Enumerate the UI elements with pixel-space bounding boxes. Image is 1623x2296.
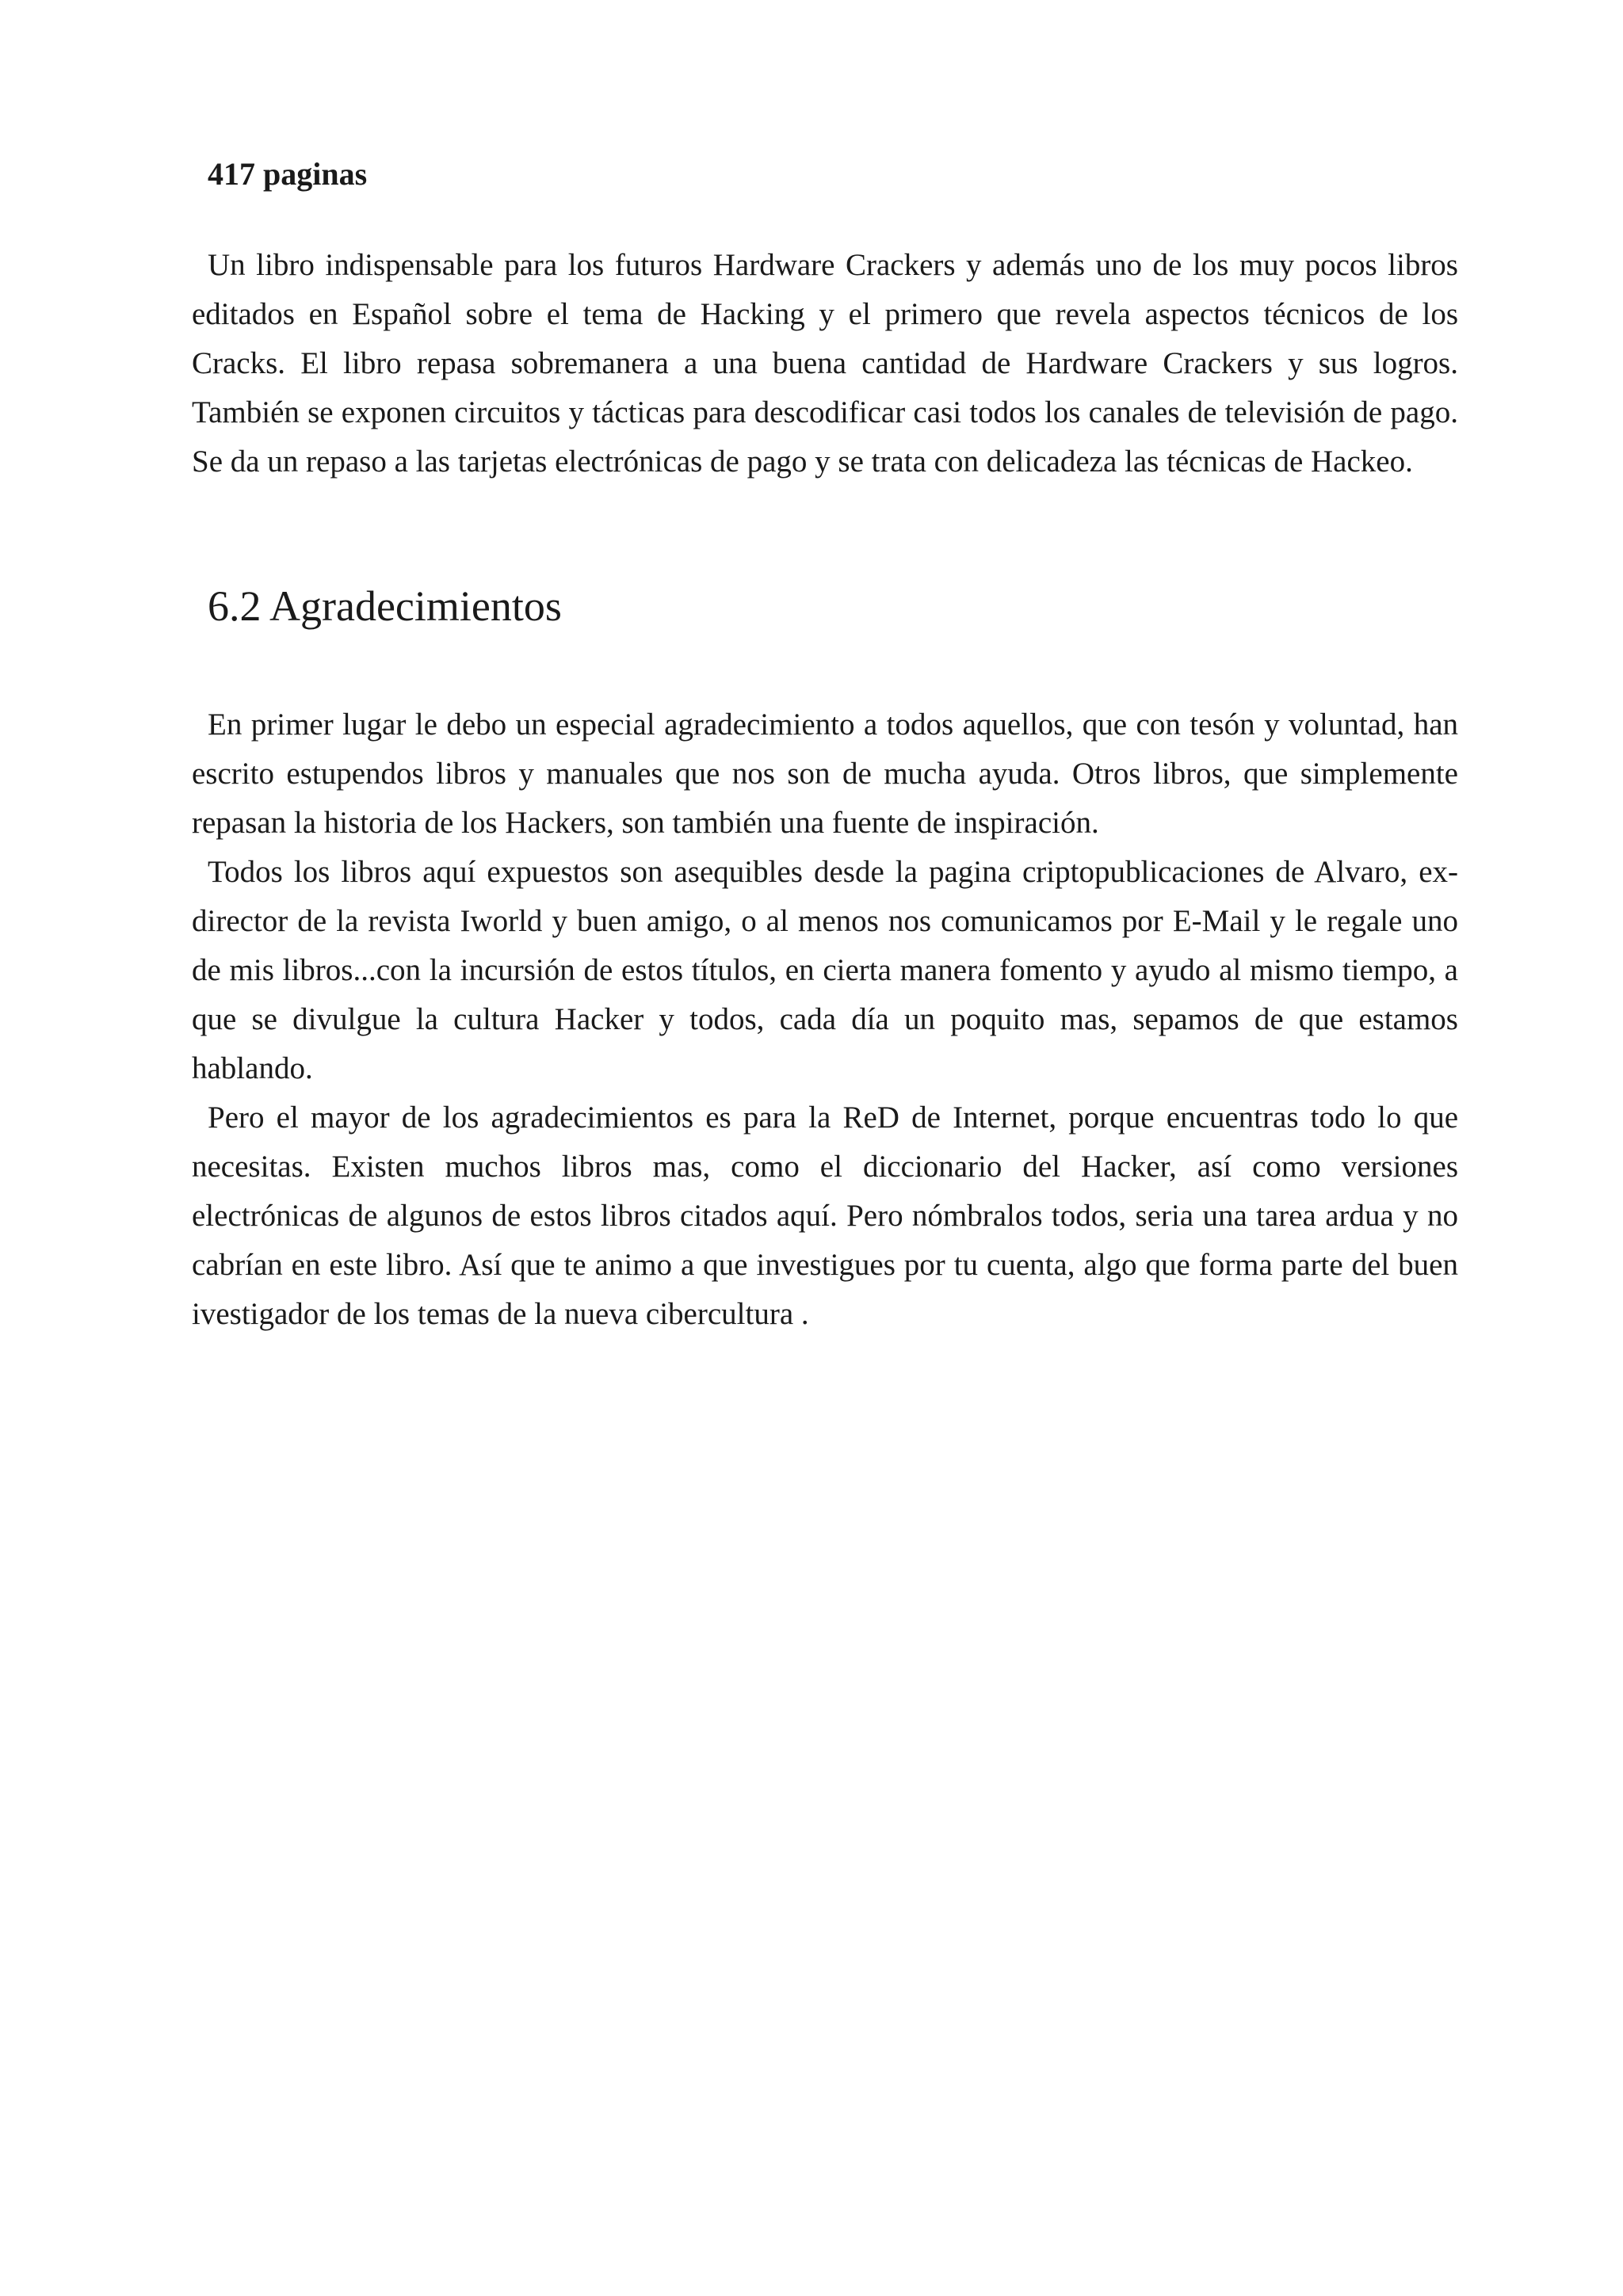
document-page [192, 151, 1458, 1339]
section-heading: 6.2 Agradecimientos [208, 582, 562, 630]
book-description: Un libro indispensable para los futuros Hardware Crackers y además uno de los muy pocos libros editados en Español sobre el tema de Hacking y el primero que revela aspectos técnicos de los Cracks. El libro repasa sobremanera a una buena cantidad de Hardware Crackers y sus logros. También se exponen circuitos y tácticas para descodificar casi todos los canales de televisión de pago. Se da un repaso a las tarjetas electrónicas de pago y se trata con delicadeza las técnicas de Hackeo. [192, 248, 1458, 479]
book-page-count: 417 paginas [208, 156, 368, 192]
acknowledgements-paragraph-2: Todos los libros aquí expuestos son asequibles desde la pagina criptopublicaciones de Alvaro, ex-director de la revista Iworld y buen amigo, o al menos nos comunicamos por E-Mail y le regale uno de mis libros...con la incursión de estos títulos, en cierta manera fomento y ayudo al mismo tiempo, a que se divulgue la cultura Hacker y todos, cada día un poquito mas, sepamos de que estamos hablando. [192, 855, 1458, 1085]
acknowledgements-paragraph-1: En primer lugar le debo un especial agradecimiento a todos aquellos, que con tesón y voluntad, han escrito estupendos libros y manuales que nos son de mucha ayuda. Otros libros, que simplemente repasan la historia de los Hackers, son también una fuente de inspiración. [192, 707, 1458, 840]
acknowledgements-paragraph-3: Pero el mayor de los agradecimientos es para la ReD de Internet, porque encuentras todo lo que necesitas. Existen muchos libros mas, como el diccionario del Hacker, así como versiones electrónicas de algunos de estos libros citados aquí. Pero nómbralos todos, seria una tarea ardua y no cabrían en este libro. Así que te animo a que investigues por tu cuenta, algo que forma parte del buen ivestigador de los temas de la nueva cibercultura . [192, 1100, 1458, 1331]
